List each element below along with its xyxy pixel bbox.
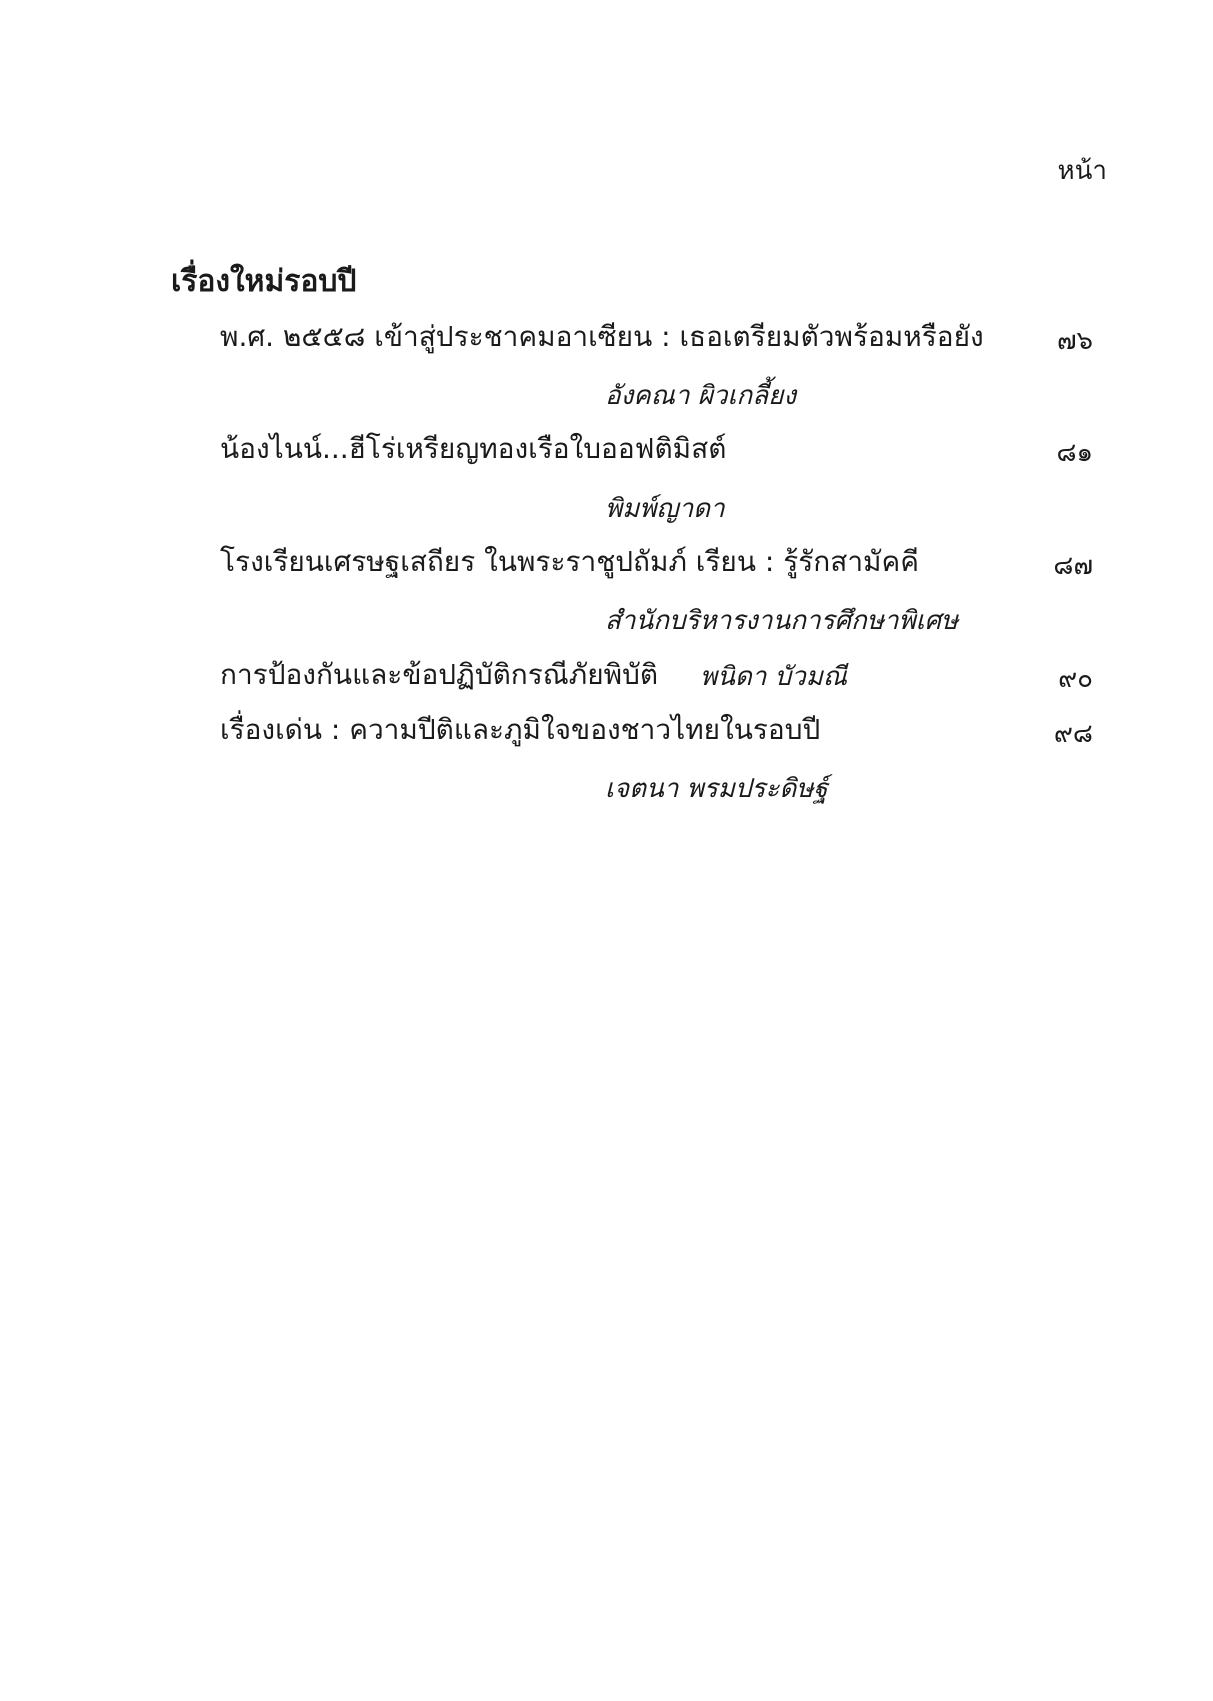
entry-author: สำนักบริหารงานการศึกษาพิเศษ	[605, 606, 959, 636]
entry-author: พนิดา บัวมณี	[700, 662, 848, 692]
entry-page-number: ๙๘	[1053, 719, 1093, 749]
entry-author: เจตนา พรมประดิษฐ์	[605, 774, 828, 804]
entry-author: อังคณา ผิวเกลี้ยง	[605, 381, 797, 411]
entry-title: พ.ศ. ๒๕๕๘ เข้าสู่ประชาคมอาเซียน : เธอเตรียมตัวพร้อมหรือยัง	[220, 320, 984, 353]
entry-title: เรื่องเด่น : ความปีติและภูมิใจของชาวไทยในรอบปี	[220, 713, 821, 746]
entry-title: การป้องกันและข้อปฏิบัติกรณีภัยพิบัติ	[220, 658, 659, 691]
section-heading: เรื่องใหม่รอบปี	[171, 264, 357, 299]
entry-page-number: ๘๗	[1053, 551, 1093, 581]
entry-page-number: ๘๑	[1056, 438, 1093, 468]
entry-page-number: ๙๐	[1058, 664, 1093, 694]
entry-title: น้องไนน์...ฮีโร่เหรียญทองเรือใบออฟติมิสต์	[220, 432, 727, 465]
entry-author: พิมพ์ญาดา	[605, 494, 725, 524]
page-column-label: หน้า	[1057, 156, 1107, 186]
entry-title: โรงเรียนเศรษฐเสถียร ในพระราชูปถัมภ์ เรียน : รู้รักสามัคคี	[220, 545, 919, 578]
entry-page-number: ๗๖	[1056, 326, 1093, 356]
